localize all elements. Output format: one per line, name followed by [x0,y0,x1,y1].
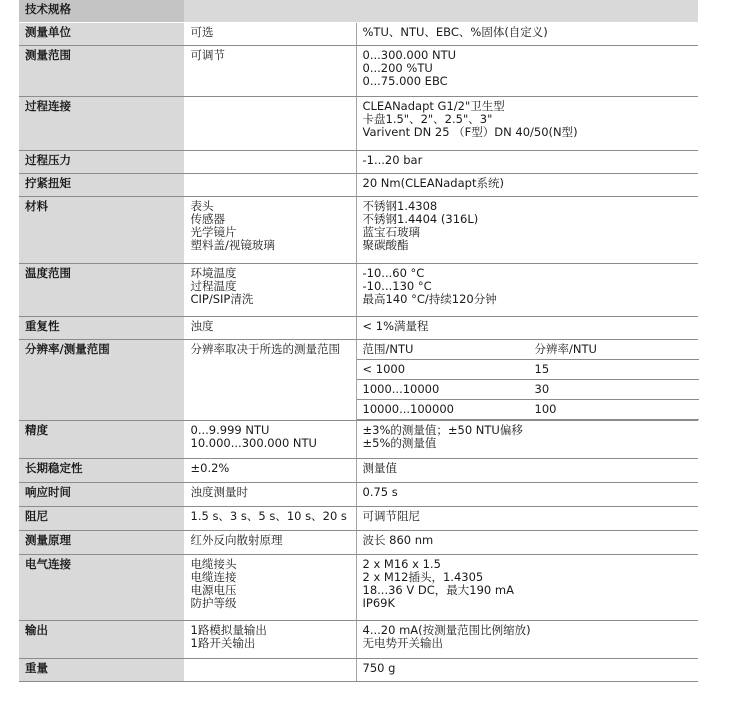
spec-label: 重量 [19,659,184,682]
spec-sub [184,421,356,459]
cell-line: 光学镜片 [190,225,237,239]
spec-label: 输出 [19,621,184,659]
spec-title-row [19,0,698,23]
cell-line: -1...20 bar [362,153,423,167]
spec-row-pressure [19,151,698,174]
cell-line: ±3%的测量值；±50 NTU偏移 [362,423,523,437]
spec-row-response [19,483,698,507]
spec-value [356,151,698,174]
cell-line: 10.000...300.000 NTU [190,436,317,450]
spec-row-torque [19,174,698,197]
spec-value [356,459,698,483]
cell-line: 电源电压 [190,583,237,597]
spec-row-stability [19,459,698,483]
resolution-header-row [357,340,699,360]
spec-value [356,174,698,197]
spec-label: 测量原理 [19,531,184,555]
resolution-table-cell [356,340,698,421]
resolution-row [357,400,699,420]
cell-line: 可选 [190,25,214,39]
spec-sub [184,151,356,174]
resolution-header-cell: 范围/NTU [357,340,529,360]
spec-row-range [19,46,698,97]
cell-line: 无电势开关输出 [362,636,443,650]
cell-line: 环境温度 [190,266,237,280]
spec-label: 阻尼 [19,507,184,531]
resolution-row [357,360,699,380]
resolution-header-cell: 分辨率/NTU [529,340,699,360]
cell-line: 蓝宝石玻璃 [362,225,420,239]
spec-sub: 分辨率取决于所选的测量范围 [184,340,356,421]
resolution-table [357,340,699,420]
spec-sub [184,317,356,340]
spec-row-material [19,197,698,264]
cell-line: 可调节阻尼 [362,509,420,523]
cell-line: 2 x M12插头，1.4305 [362,570,484,584]
spec-label: 过程连接 [19,97,184,151]
spec-label: 重复性 [19,317,184,340]
cell-line: 1路开关输出 [190,636,256,650]
cell-line: 过程温度 [190,279,237,293]
spec-sub [184,621,356,659]
spec-sub [184,264,356,317]
cell-line: 浊度 [190,319,214,333]
resolution-cell: 1000...10000 [357,380,529,400]
cell-line: 最高140 °C/持续120分钟 [362,292,497,306]
cell-line: 0...9.999 NTU [190,423,270,437]
cell-line: ±5%的测量值 [362,436,437,450]
spec-row-resolution [19,340,698,421]
spec-value [356,483,698,507]
spec-table [19,0,698,682]
cell-line: -10...130 °C [362,279,432,293]
spec-value [356,97,698,151]
resolution-cell: 10000...100000 [357,400,529,420]
cell-line: 0...75.000 EBC [362,74,448,88]
cell-line: 防护等级 [190,596,237,610]
cell-line: 测量值 [362,461,397,475]
spec-label: 拧紧扭矩 [19,174,184,197]
cell-line: %TU、NTU、EBC、%固体(自定义) [362,25,548,39]
spec-value [356,46,698,97]
cell-line: -10...60 °C [362,266,425,280]
spec-sub [184,174,356,197]
cell-line: 不锈钢1.4308 [362,199,438,213]
cell-line: 0.75 s [362,485,398,499]
spec-row-repeatability [19,317,698,340]
cell-line: CLEANadapt G1/2"卫生型 [362,99,505,113]
spec-row-accuracy [19,421,698,459]
spec-value [356,659,698,682]
resolution-cell: 30 [529,380,699,400]
spec-row-temperature [19,264,698,317]
spec-row-connection [19,97,698,151]
spec-label: 温度范围 [19,264,184,317]
cell-line: Varivent DN 25 （F型）DN 40/50(N型) [362,125,578,139]
spec-value [356,507,698,531]
cell-line: 1.5 s、3 s、5 s、10 s、20 s [190,509,347,523]
cell-line: 不锈钢1.4404 (316L) [362,212,479,226]
spec-sub [184,555,356,621]
resolution-row [357,380,699,400]
spec-title-fill [184,0,698,23]
spec-value [356,555,698,621]
cell-line: < 1%满量程 [362,319,429,333]
spec-value [356,264,698,317]
spec-label: 响应时间 [19,483,184,507]
cell-line: 电缆接头 [190,557,237,571]
spec-value [356,23,698,46]
cell-line: 750 g [362,661,396,675]
spec-label: 测量范围 [19,46,184,97]
resolution-cell: 15 [529,360,699,380]
cell-line: 聚碳酸酯 [362,238,409,252]
spec-sub [184,507,356,531]
cell-line: 20 Nm(CLEANadapt系统) [362,176,504,190]
spec-label: 材料 [19,197,184,264]
spec-sub [184,97,356,151]
cell-line: ±0.2% [190,461,230,475]
spec-value [356,621,698,659]
cell-line: 可调节 [190,48,225,62]
cell-line: 传感器 [190,212,225,226]
spec-value [356,421,698,459]
spec-label: 过程压力 [19,151,184,174]
cell-line: 红外反向散射原理 [190,533,283,547]
cell-line: 卡盘1.5"、2"、2.5"、3" [362,112,493,126]
spec-label: 测量单位 [19,23,184,46]
spec-sub [184,659,356,682]
spec-label: 精度 [19,421,184,459]
cell-line: 1路模拟量输出 [190,623,267,637]
spec-value [356,197,698,264]
cell-line: 4...20 mA(按测量范围比例缩放) [362,623,531,637]
spec-value [356,531,698,555]
cell-line: CIP/SIP清洗 [190,292,254,306]
cell-line: 18...36 V DC，最大190 mA [362,583,514,597]
spec-row-electrical [19,555,698,621]
spec-row-output [19,621,698,659]
resolution-cell: 100 [529,400,699,420]
cell-line: 电缆连接 [190,570,237,584]
spec-row-weight [19,659,698,682]
spec-row-principle [19,531,698,555]
cell-line: 浊度测量时 [190,485,248,499]
cell-line: 表头 [190,199,214,213]
spec-sub [184,531,356,555]
spec-sub [184,23,356,46]
spec-sub [184,483,356,507]
spec-row-damping [19,507,698,531]
spec-sub [184,46,356,97]
spec-row-units [19,23,698,46]
spec-sub [184,197,356,264]
spec-label: 分辨率/测量范围 [19,340,184,421]
resolution-cell: < 1000 [357,360,529,380]
spec-value [356,317,698,340]
cell-line: 2 x M16 x 1.5 [362,557,441,571]
spec-sub [184,459,356,483]
cell-line: 0...200 %TU [362,61,433,75]
cell-line: 波长 860 nm [362,533,434,547]
cell-line: 0...300.000 NTU [362,48,457,62]
spec-title: 技术规格 [19,0,184,23]
cell-line: IP69K [362,596,396,610]
spec-label: 长期稳定性 [19,459,184,483]
cell-line: 塑料盖/视镜玻璃 [190,238,275,252]
spec-label: 电气连接 [19,555,184,621]
